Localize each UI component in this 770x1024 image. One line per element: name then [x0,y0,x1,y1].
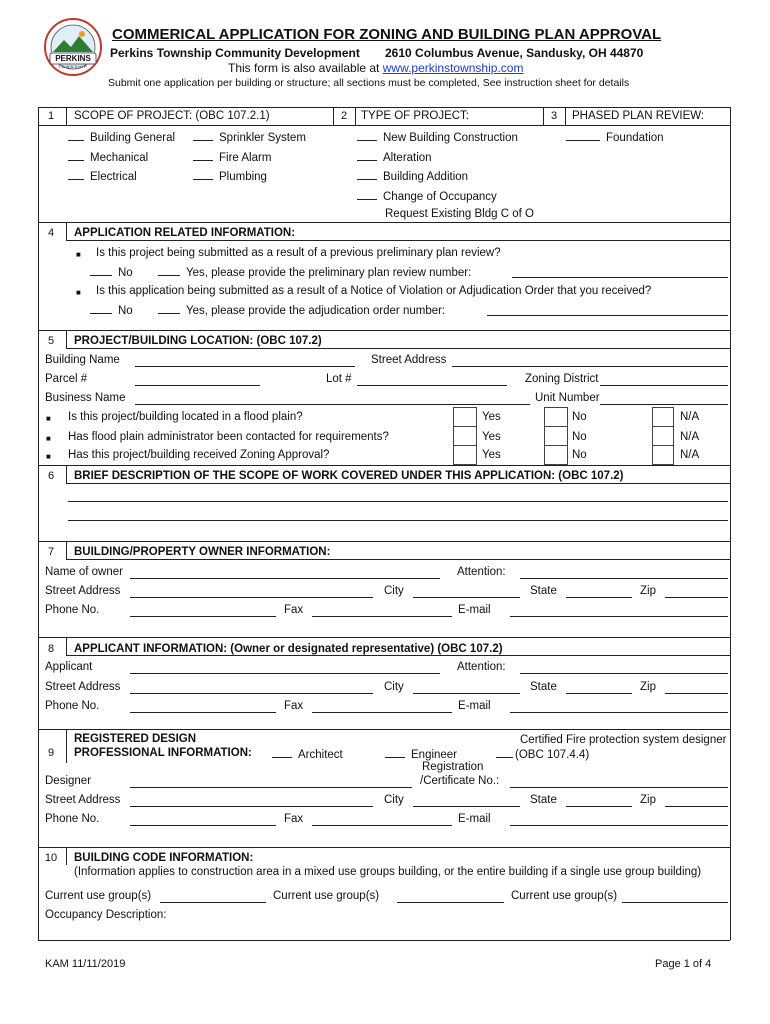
section-10-info: (Information applies to construction area in a mixed use groups building, or the entire building if a single use group building) [74,866,702,878]
applicant-phone-label: Phone No. [45,700,100,712]
flood-plain-no-checkbox[interactable] [544,407,568,427]
type-change-occupancy[interactable]: Change of Occupancy [357,189,497,203]
web-link[interactable]: www.perkinstownship.com [382,61,524,75]
designer-city-label: City [384,794,404,806]
owner-email-label: E-mail [458,604,491,616]
use-group-field-2[interactable] [397,902,504,903]
use-group-field-1[interactable] [160,902,266,903]
owner-name-field[interactable] [130,578,440,579]
form-title: COMMERICAL APPLICATION FOR ZONING AND BUILDING PLAN APPROVAL [112,26,662,43]
applicant-email-label: E-mail [458,700,491,712]
section-10-number: 10 [44,852,58,864]
applicant-fax-label: Fax [284,700,304,712]
owner-fax-label: Fax [284,604,304,616]
section-6-number: 6 [47,470,55,482]
zoning-approval-question: Has this project/building received Zoning Approval? [68,449,330,461]
engineer-option[interactable]: Engineer [385,747,457,761]
designer-street-label: Street Address [45,794,121,806]
owner-phone-field[interactable] [130,616,276,617]
section-6-title: BRIEF DESCRIPTION OF THE SCOPE OF WORK COVERED UNDER THIS APPLICATION: (OBC 107.2) [74,470,624,482]
section-3-number: 3 [550,110,558,122]
flood-admin-no: No [572,431,587,443]
scope-description-line-1[interactable] [68,501,728,502]
scope-description-line-2[interactable] [68,520,728,521]
web-line [228,61,523,75]
applicant-attention-field[interactable] [520,673,728,674]
zoning-approval-na: N/A [680,449,700,461]
flood-admin-na-checkbox[interactable] [652,426,674,446]
occupancy-description-label: Occupancy Description: [45,909,167,921]
phased-foundation[interactable]: Foundation [566,130,664,144]
owner-email-field[interactable] [510,616,728,617]
type-new-construction[interactable]: New Building Construction [357,130,518,144]
section-9-number: 9 [47,747,55,759]
zoning-approval-no-checkbox[interactable] [544,445,568,465]
street-address-label: Street Address [371,354,447,366]
form-revision: KAM 11/11/2019 [45,958,126,970]
scope-item-plumbing[interactable]: Plumbing [193,169,267,183]
scope-item-fire-alarm[interactable]: Fire Alarm [193,150,271,164]
applicant-attention-label: Attention: [457,661,506,673]
flood-plain-na-checkbox[interactable] [652,407,674,427]
owner-fax-field[interactable] [312,616,452,617]
q2-yes-option[interactable]: Yes, please provide the adjudication order number: [158,303,445,317]
designer-state-field[interactable] [566,806,632,807]
business-name-field[interactable] [135,404,530,405]
unit-number-label: Unit Number [535,392,600,404]
designer-fax-field[interactable] [312,825,452,826]
applicant-fax-field[interactable] [312,712,452,713]
instruction-note: Submit one application per building or structure; all sections must be completed, See instruction sheet for details [108,77,630,89]
use-group-label-2: Current use group(s) [273,890,380,902]
applicant-street-field[interactable] [130,693,373,694]
section-9-title-line-1: REGISTERED DESIGN [74,733,197,745]
section-2-title: TYPE OF PROJECT: [361,110,469,122]
section-5-title: PROJECT/BUILDING LOCATION: (OBC 107.2) [74,335,322,347]
applicant-street-label: Street Address [45,681,121,693]
designer-city-field[interactable] [413,806,520,807]
flood-admin-question: Has flood plain administrator been contacted for requirements? [68,431,389,443]
applicant-field[interactable] [130,673,440,674]
applicant-state-label: State [530,681,557,693]
applicant-city-field[interactable] [413,693,520,694]
flood-plain-yes: Yes [482,411,501,423]
designer-email-field[interactable] [510,825,728,826]
owner-city-label: City [384,585,404,597]
applicant-state-field[interactable] [566,693,632,694]
fire-designer-label-1: Certified Fire protection system designer [520,734,727,746]
scope-item-electrical[interactable]: Electrical [68,169,137,183]
flood-plain-na: N/A [680,411,700,423]
designer-zip-field[interactable] [665,806,728,807]
section-1-number: 1 [47,110,55,122]
designer-phone-field[interactable] [130,825,276,826]
owner-name-label: Name of owner [45,566,123,578]
applicant-email-field[interactable] [510,712,728,713]
owner-phone-label: Phone No. [45,604,100,616]
page-number: Page 1 of 4 [655,958,712,970]
owner-attention-label: Attention: [457,566,506,578]
zoning-approval-na-checkbox[interactable] [652,445,674,465]
street-address-field[interactable] [452,366,728,367]
section-2-number: 2 [340,110,348,122]
designer-field[interactable] [130,787,412,788]
registration-label-2: /Certificate No.: [420,775,500,787]
scope-item-sprinkler[interactable]: Sprinkler System [193,130,306,144]
section-10-title: BUILDING CODE INFORMATION: [74,852,254,864]
owner-street-label: Street Address [45,585,121,597]
designer-fax-label: Fax [284,813,304,825]
logo-subtext: TOWNSHIP [58,64,88,69]
section-9-title-line-2: PROFESSIONAL INFORMATION: [74,747,252,759]
section-1-title: SCOPE OF PROJECT: (OBC 107.2.1) [74,110,270,122]
zoning-district-field[interactable] [600,385,728,386]
use-group-field-3[interactable] [622,902,728,903]
web-prefix: This form is also available at [228,61,383,75]
owner-street-field[interactable] [130,597,373,598]
business-name-label: Business Name [45,392,126,404]
type-building-addition[interactable]: Building Addition [357,169,468,183]
designer-phone-label: Phone No. [45,813,100,825]
parcel-field[interactable] [135,385,260,386]
q1-yes-option[interactable]: Yes, please provide the preliminary plan review number: [158,265,471,279]
designer-zip-label: Zip [640,794,656,806]
section-4-number: 4 [47,227,55,239]
designer-email-label: E-mail [458,813,491,825]
building-name-label: Building Name [45,354,120,366]
flood-plain-no: No [572,411,587,423]
type-alteration[interactable]: Alteration [357,150,432,164]
applicant-label: Applicant [45,661,93,673]
owner-zip-label: Zip [640,585,656,597]
owner-state-label: State [530,585,557,597]
owner-state-field[interactable] [566,597,632,598]
zoning-approval-yes-checkbox[interactable] [453,445,477,465]
applicant-phone-field[interactable] [130,712,276,713]
section-4-title: APPLICATION RELATED INFORMATION: [74,227,296,239]
q2-no-option[interactable]: No [90,303,133,317]
owner-attention-field[interactable] [520,578,728,579]
flood-plain-yes-checkbox[interactable] [453,407,477,427]
registration-label-1: Registration [422,761,484,773]
logo-text: PERKINS [55,54,91,63]
org-address: 2610 Columbus Avenue, Sandusky, OH 44870 [385,46,644,60]
adjudication-number-field[interactable] [487,315,728,316]
owner-city-field[interactable] [413,597,520,598]
flood-admin-no-checkbox[interactable] [544,426,568,446]
registration-number-field[interactable] [510,787,728,788]
scope-item-mechanical[interactable]: Mechanical [68,150,148,164]
scope-item-building-general[interactable]: Building General [68,130,175,144]
building-name-field[interactable] [135,366,355,367]
type-existing-bldg[interactable]: Request Existing Bldg C of O [385,208,534,220]
section-8-number: 8 [47,643,55,655]
township-logo [44,18,102,76]
applicant-city-label: City [384,681,404,693]
owner-zip-field[interactable] [665,597,728,598]
section-7-title: BUILDING/PROPERTY OWNER INFORMATION: [74,546,331,558]
section-5-number: 5 [47,335,55,347]
applicant-zip-label: Zip [640,681,656,693]
flood-admin-na: N/A [680,431,700,443]
unit-number-field[interactable] [600,404,728,405]
use-group-label-3: Current use group(s) [511,890,618,902]
question-preliminary-review: Is this project being submitted as a result of a previous preliminary plan review? [96,247,501,259]
flood-plain-question: Is this project/building located in a flood plain? [68,411,303,423]
section-8-title: APPLICANT INFORMATION: (Owner or designated representative) (OBC 107.2) [74,643,503,655]
designer-state-label: State [530,794,557,806]
preliminary-review-number-field[interactable] [512,277,728,278]
q1-no-option[interactable]: No [90,265,133,279]
org-name: Perkins Township Community Development [110,46,360,60]
section-7-number: 7 [47,546,55,558]
lot-label: Lot # [326,373,352,385]
zoning-approval-yes: Yes [482,449,501,461]
designer-street-field[interactable] [130,806,373,807]
use-group-label-1: Current use group(s) [45,890,152,902]
lot-field[interactable] [357,385,507,386]
question-notice-violation: Is this application being submitted as a result of a Notice of Violation or Adjudication Order that you received? [96,285,652,297]
flood-admin-yes-checkbox[interactable] [453,426,477,446]
flood-admin-yes: Yes [482,431,501,443]
designer-label: Designer [45,775,92,787]
applicant-zip-field[interactable] [665,693,728,694]
zoning-approval-no: No [572,449,587,461]
zoning-district-label: Zoning District [525,373,599,385]
architect-option[interactable]: Architect [272,747,343,761]
section-3-title: PHASED PLAN REVIEW: [572,110,705,122]
fire-designer-option[interactable]: (OBC 107.4.4) [496,747,589,761]
parcel-label: Parcel # [45,373,88,385]
